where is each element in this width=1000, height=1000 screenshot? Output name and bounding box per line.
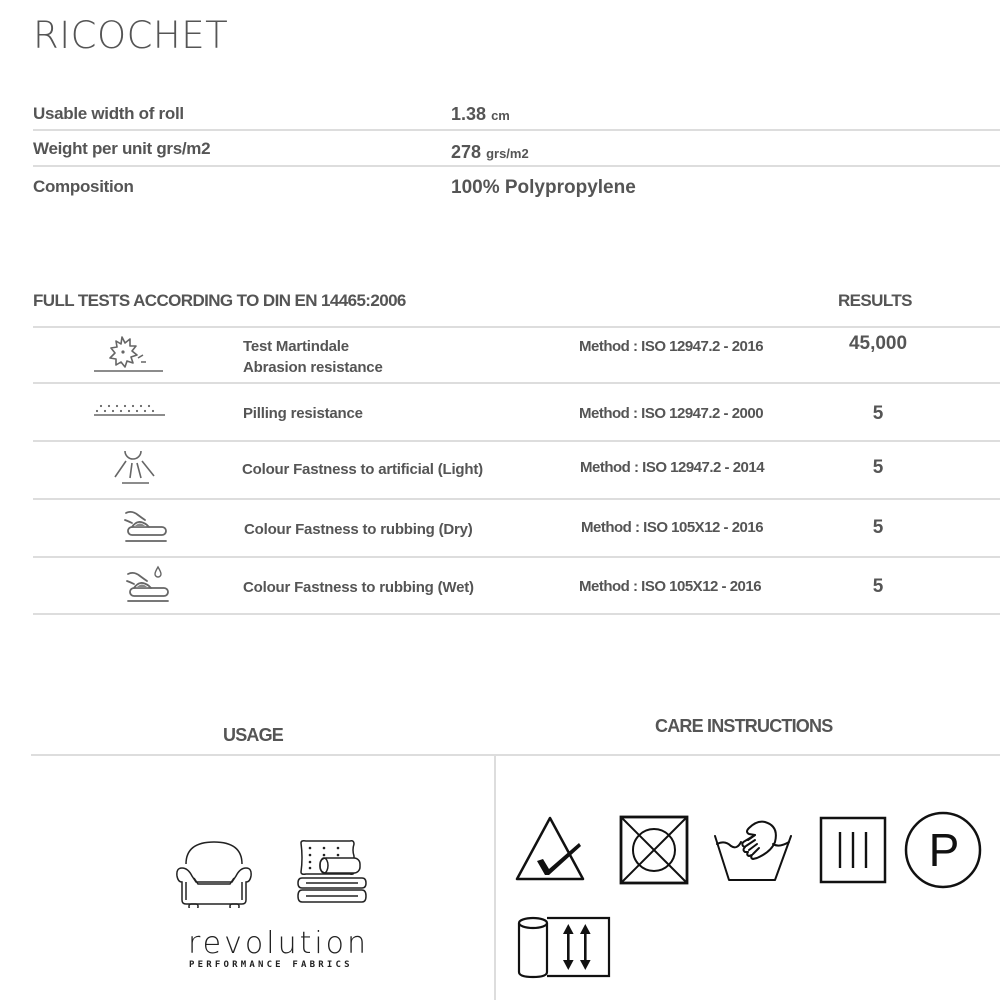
spec-label: Usable width of roll bbox=[33, 104, 184, 123]
rubbing-dry-icon bbox=[88, 503, 168, 553]
test-result: 45,000 bbox=[848, 333, 908, 354]
bleach-allowed-icon bbox=[515, 815, 587, 883]
test-result: 5 bbox=[872, 403, 884, 424]
spec-unit: grs/m2 bbox=[486, 146, 529, 161]
spec-label: Composition bbox=[33, 177, 134, 196]
brand-logo-name: revolution bbox=[188, 926, 370, 961]
spec-value bbox=[451, 142, 529, 163]
test-row bbox=[33, 327, 1000, 382]
brand-logo-tagline: PERFORMANCE FABRICS bbox=[189, 960, 353, 970]
test-method: Method : ISO 12947.2 - 2016 bbox=[579, 338, 764, 355]
test-result: 5 bbox=[872, 576, 884, 597]
pilling-icon bbox=[88, 395, 168, 445]
spec-row-weight bbox=[33, 139, 1000, 175]
spec-value-number: 278 bbox=[451, 142, 482, 162]
divider bbox=[33, 613, 1000, 615]
roll-storage-icon bbox=[517, 916, 613, 980]
test-row bbox=[33, 383, 1000, 440]
test-name-line: Abrasion resistance bbox=[243, 359, 383, 376]
spec-unit: cm bbox=[491, 108, 510, 123]
results-heading: RESULTS bbox=[838, 291, 912, 310]
divider bbox=[33, 129, 1000, 131]
test-name: Pilling resistance bbox=[243, 405, 363, 422]
light-fastness-icon bbox=[88, 445, 168, 495]
product-title: RICOCHET bbox=[33, 14, 229, 57]
dry-clean-letter: P bbox=[928, 824, 960, 876]
test-name-line: Test Martindale bbox=[243, 338, 349, 355]
usage-heading: USAGE bbox=[223, 725, 284, 745]
cushions-icon bbox=[296, 838, 368, 908]
test-method: Method : ISO 12947.2 - 2014 bbox=[580, 459, 765, 476]
abrasion-icon bbox=[88, 331, 168, 381]
test-row bbox=[33, 499, 1000, 556]
test-result: 5 bbox=[872, 517, 884, 538]
divider bbox=[31, 754, 1000, 756]
test-name: Colour Fastness to rubbing (Dry) bbox=[244, 521, 473, 538]
do-not-tumble-dry-icon bbox=[619, 815, 689, 885]
spec-value bbox=[451, 104, 510, 125]
test-method: Method : ISO 105X12 - 2016 bbox=[581, 519, 764, 536]
hand-wash-icon bbox=[713, 818, 795, 884]
dry-flat-icon bbox=[819, 816, 889, 886]
spec-row-composition bbox=[33, 177, 1000, 213]
test-name bbox=[243, 336, 383, 378]
care-heading: CARE INSTRUCTIONS bbox=[655, 716, 833, 736]
test-name: Colour Fastness to rubbing (Wet) bbox=[243, 579, 474, 596]
spec-value-number: 1.38 bbox=[451, 104, 487, 124]
spec-row-width bbox=[33, 104, 1000, 140]
armchair-icon bbox=[174, 838, 254, 908]
spec-value: 100% Polypropylene bbox=[451, 177, 636, 198]
divider bbox=[33, 165, 1000, 167]
spec-label: Weight per unit grs/m2 bbox=[33, 139, 211, 158]
test-name: Colour Fastness to artificial (Light) bbox=[242, 461, 483, 478]
test-row bbox=[33, 557, 1000, 614]
test-row bbox=[33, 441, 1000, 498]
tests-heading: FULL TESTS ACCORDING TO DIN EN 14465:2006 bbox=[33, 291, 406, 310]
test-method: Method : ISO 12947.2 - 2000 bbox=[579, 405, 764, 422]
test-method: Method : ISO 105X12 - 2016 bbox=[579, 578, 762, 595]
test-result: 5 bbox=[872, 457, 884, 478]
section-divider bbox=[494, 756, 496, 1000]
professional-dry-clean-icon bbox=[903, 810, 983, 890]
rubbing-wet-icon bbox=[88, 561, 168, 611]
